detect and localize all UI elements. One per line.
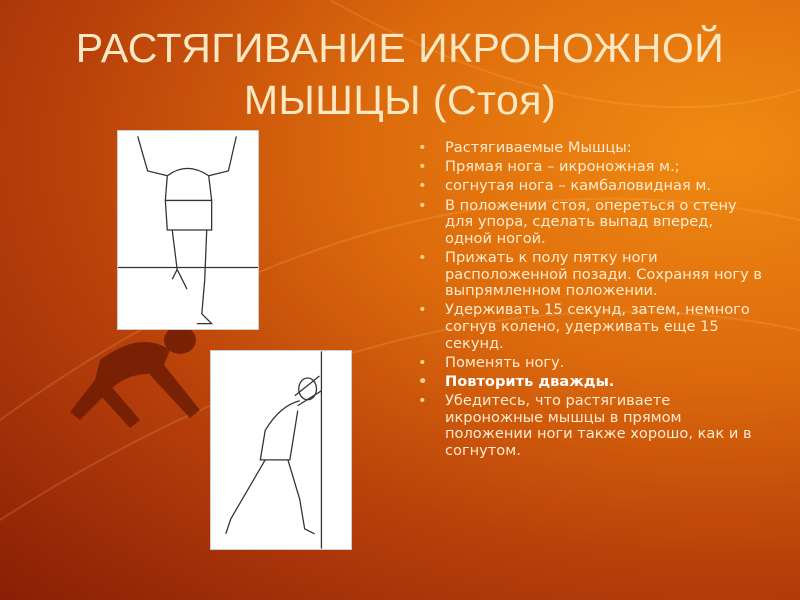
slide-title bbox=[0, 22, 800, 126]
bullet-icon: • bbox=[418, 196, 427, 214]
list-item: • Убедитесь, что растягиваете икроножные мышцы в прямом положении ноги также хорошо, как и в согнутом. bbox=[418, 392, 752, 459]
list-item: • Прижать к полу пятку ноги расположенной позади. Сохраняя ногу в выпрямленном положении. bbox=[418, 248, 762, 300]
bullet-icon: • bbox=[418, 177, 427, 195]
list-item: • Прямая нога – икроножная м.; bbox=[418, 158, 680, 176]
instructions-list bbox=[418, 140, 763, 462]
list-item-emphasized: • Повторить дважды. bbox=[418, 372, 615, 390]
bullet-icon: • bbox=[418, 139, 427, 156]
illustration-wall-calf-stretch-side-view bbox=[210, 350, 352, 550]
list-item: • В положении стоя, опереться о стену для упора, сделать выпад вперед, одной ногой. bbox=[418, 196, 737, 247]
bullet-icon: • bbox=[418, 372, 428, 390]
list-item: • Растягиваемые Мышцы: bbox=[418, 139, 632, 156]
list-item: • Поменять ногу. bbox=[418, 353, 565, 371]
bullet-icon: • bbox=[418, 353, 427, 371]
title-line-2: МЫШЦЫ (Стоя) bbox=[243, 77, 557, 123]
list-item: • согнутая нога – камбаловидная м. bbox=[418, 177, 712, 195]
title-line-1: РАСТЯГИВАНИЕ ИКРОНОЖНОЙ bbox=[75, 25, 725, 71]
list-item: • Удерживать 15 секунд, затем, немного согнув колено, удерживать еще 15 секунд. bbox=[418, 301, 750, 352]
bullet-icon: • bbox=[418, 158, 427, 176]
illustration-wall-calf-stretch-back-view bbox=[117, 130, 259, 330]
bullet-icon: • bbox=[418, 248, 427, 266]
bullet-icon: • bbox=[418, 392, 427, 410]
bullet-icon: • bbox=[418, 301, 427, 319]
